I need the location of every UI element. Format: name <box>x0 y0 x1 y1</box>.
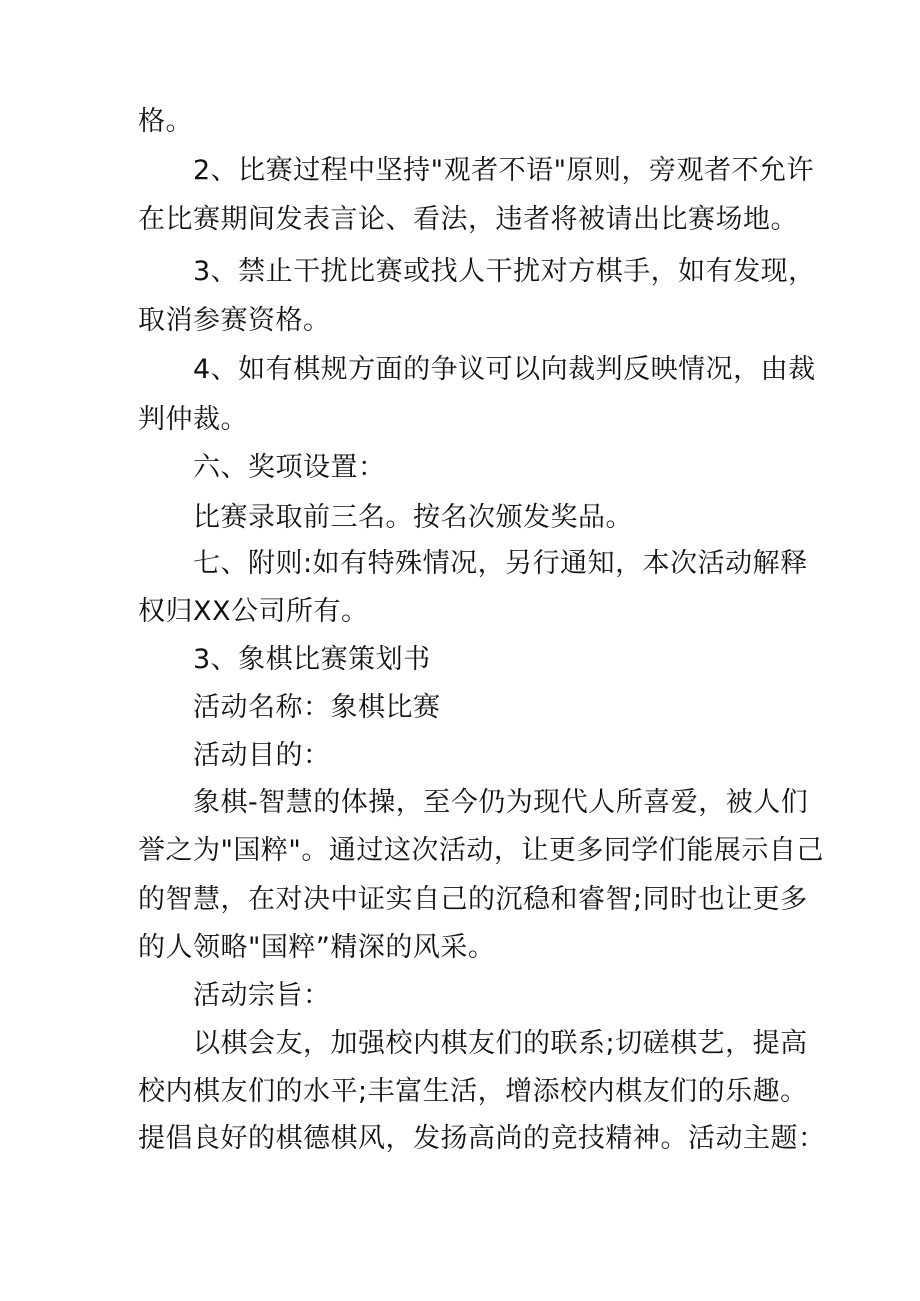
text-line: 4、如有棋规方面的争议可以向裁判反映情况，由裁 <box>193 354 816 385</box>
text-line: 誉之为"国粹"。通过这次活动，让更多同学们能展示自己 <box>138 835 824 866</box>
section-heading: 七、附则:如有特殊情况，另行通知，本次活动解释 <box>193 548 808 579</box>
text-line: 2、比赛过程中坚持"观者不语"原则，旁观者不允许 <box>193 155 815 186</box>
text-line: 权归XX公司所有。 <box>138 596 369 627</box>
section-heading: 3、象棋比赛策划书 <box>193 644 431 675</box>
text-line: 判仲裁。 <box>138 404 248 435</box>
text-line: 比赛录取前三名。按名次颁发奖品。 <box>193 502 633 533</box>
text-line: 象棋-智慧的体操，至今仍为现代人所喜爱，被人们 <box>193 787 809 818</box>
text-line: 取消参赛资格。 <box>138 305 331 336</box>
text-line: 的人领略"国粹”精深的风采。 <box>138 932 496 963</box>
section-heading: 活动宗旨： <box>193 980 331 1011</box>
section-heading: 六、奖项设置： <box>193 452 386 483</box>
text-line: 以棋会友，加强校内棋友们的联系;切磋棋艺，提高 <box>193 1028 808 1059</box>
text-line: 格。 <box>138 106 193 137</box>
text-line: 3、禁止干扰比赛或找人干扰对方棋手，如有发现， <box>193 256 816 287</box>
text-line: 提倡良好的棋德棋风，发扬高尚的竞技精神。活动主题： <box>138 1123 826 1154</box>
text-line: 的智慧，在对决中证实自己的沉稳和睿智;同时也让更多 <box>138 884 808 915</box>
text-line: 在比赛期间发表言论、看法，违者将被请出比赛场地。 <box>138 204 798 235</box>
section-heading: 活动目的： <box>193 740 331 771</box>
text-line: 校内棋友们的水平;丰富生活，增添校内棋友们的乐趣。 <box>138 1076 808 1107</box>
text-line: 活动名称：象棋比赛 <box>193 692 441 723</box>
